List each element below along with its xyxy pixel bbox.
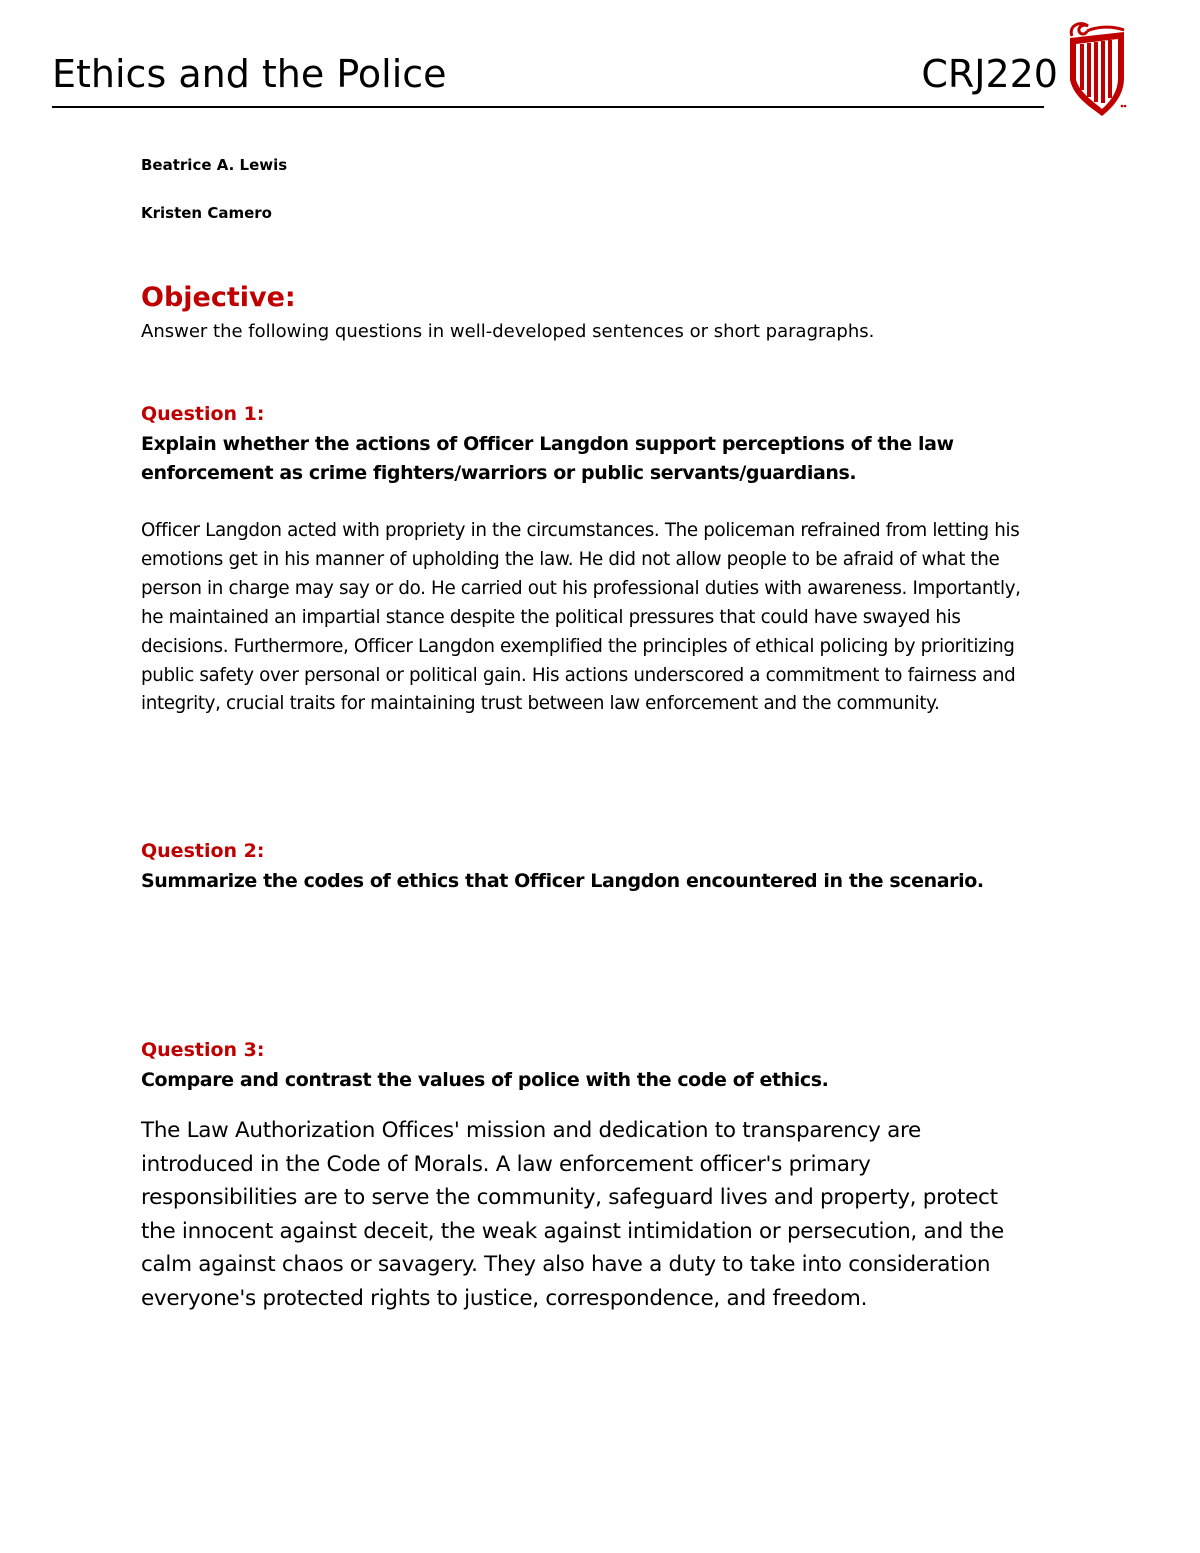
question-prompt: Summarize the codes of ethics that Officer Langdon encountered in the scenario. [141,870,984,893]
red-shield-column-icon [1058,20,1130,120]
objective-instructions: Answer the following questions in well-developed sentences or short paragraphs. [141,321,875,342]
course-code: CRJ220 [921,52,1058,96]
question-label: Question 3: [141,1038,265,1061]
question-label: Question 2: [141,840,265,863]
question-1-section [141,400,1031,719]
document-title: Ethics and the Police [52,52,447,96]
question-prompt: Explain whether the actions of Officer Langdon support perceptions of the law enforcement as crime fighters/warriors or public servants/guardians. [141,433,954,484]
question-2-section [141,837,1031,896]
document-body [141,150,1031,1315]
question-answer: The Law Authorization Offices' mission and dedication to transparency are introduced in the Code of Morals. A law enforcement officer's primary responsibilities are to serve the community, safeguard lives and property, protect the innocent against deceit, the weak against intimidation or persecution, and the calm against chaos or savagery. They also have a duty to take into consideration everyone's protected rights to justice, correspondence, and freedom. [141,1118,1004,1311]
question-label: Question 1: [141,403,265,425]
question-prompt: Compare and contrast the values of police with the code of ethics. [141,1068,829,1091]
question-answer: Officer Langdon acted with propriety in the circumstances. The policeman refrained from letting his emotions get in his manner of upholding the law. He did not allow people to be afraid of what the person in charge may say or do. He carried out his professional duties with awareness. Importantly, he maintained an impartial stance despite the political pressures that could have swayed his decisions. Furthermore, Officer Langdon exemplified the principles of ethical policing by prioritizing public safety over personal or political gain. His actions underscored a commitment to fairness and integrity, crucial traits for maintaining trust between law enforcement and the community. [141,520,1021,715]
page-header [52,46,1058,108]
author-name: Kristen Camero [141,204,272,222]
header-divider [52,106,1044,108]
objective-heading: Objective: [141,282,296,313]
question-3-section [141,1036,1031,1316]
author-name: Beatrice A. Lewis [141,156,288,174]
